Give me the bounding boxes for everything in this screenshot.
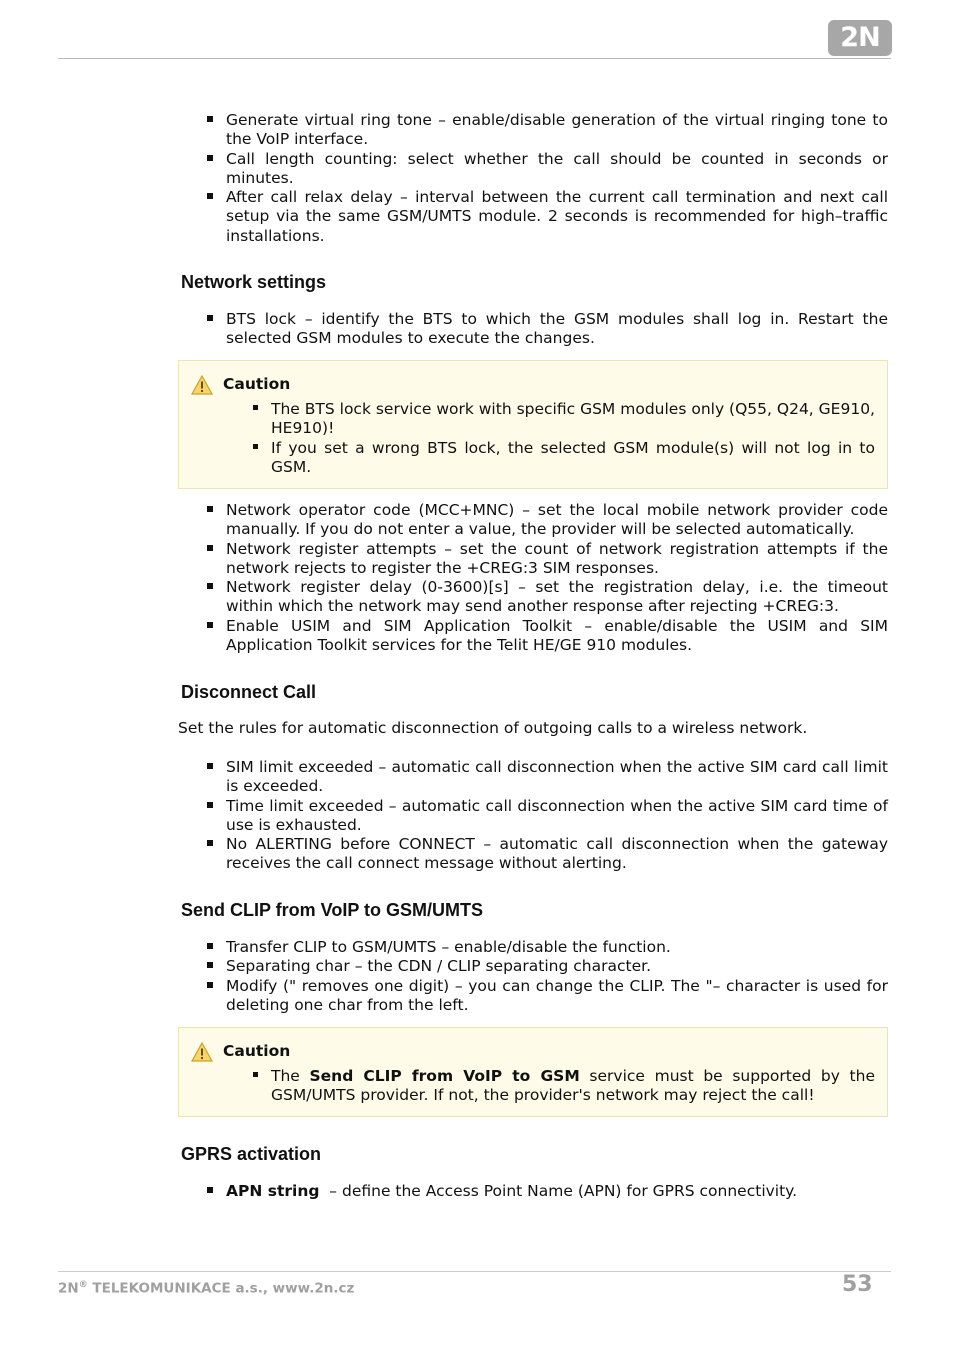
list-item: Network register delay (0-3600)[s] – set the registration delay, i.e. the timeout within which the network may send another response after rejecting +CREG:3.	[226, 578, 888, 616]
page-number: 53	[842, 1272, 873, 1297]
caution-box-bts	[178, 360, 888, 489]
list-item: Separating char – the CDN / CLIP separating character.	[226, 957, 888, 976]
caution-bullet-list	[271, 400, 875, 477]
caution-text-pre: The	[271, 1067, 310, 1085]
list-item: Generate virtual ring tone – enable/disable generation of the virtual ringing tone to the VoIP interface.	[226, 111, 888, 149]
list-item: If you set a wrong BTS lock, the selected GSM module(s) will not log in to GSM.	[271, 438, 875, 476]
disconnect-bullet-list	[226, 758, 888, 874]
list-item: After call relax delay – interval between the current call termination and next call setup via the same GSM/UMTS module. 2 seconds is recommended for high–traffic installations.	[226, 188, 888, 245]
footer-company-rest: TELEKOMUNIKACE a.s., www.2n.cz	[87, 1280, 355, 1297]
caution-bullet-list	[271, 1067, 875, 1106]
disconnect-intro: Set the rules for automatic disconnection of outgoing calls to a wireless network.	[178, 719, 808, 737]
registered-mark: ®	[78, 1280, 88, 1290]
send-clip-heading: Send CLIP from VoIP to GSM/UMTS	[181, 900, 484, 920]
caution-text-post: service must be supported by the GSM/UMTS provider. If not, the provider's network may reject the call!	[271, 1067, 875, 1105]
apn-string-description: – define the Access Point Name (APN) for GPRS connectivity.	[319, 1182, 798, 1200]
footer-company	[58, 1280, 354, 1297]
disconnect-call-heading: Disconnect Call	[181, 682, 317, 702]
caution-title: Caution	[223, 1042, 291, 1060]
list-item: Call length counting: select whether the call should be counted in seconds or minutes.	[226, 149, 888, 187]
footer-divider	[58, 1271, 891, 1272]
list-item: Network register attempts – set the count of network registration attempts if the network rejects to register the +CREG:3 SIM responses.	[226, 539, 888, 577]
list-item: Transfer CLIP to GSM/UMTS – enable/disable the function.	[226, 938, 888, 957]
network-settings-heading: Network settings	[181, 272, 327, 292]
clip-bullet-list	[226, 938, 888, 1015]
network-bullet-list-b	[226, 501, 888, 655]
apn-string-label: APN string	[226, 1182, 320, 1200]
gprs-activation-heading: GPRS activation	[181, 1144, 322, 1164]
caution-box-clip	[178, 1027, 888, 1117]
list-item	[226, 1182, 888, 1201]
list-item: Network operator code (MCC+MNC) – set the local mobile network provider code manually. If you do not enter a value, the provider will be selected automatically.	[226, 501, 888, 539]
intro-bullet-list	[226, 111, 888, 246]
warning-triangle-icon	[191, 375, 213, 395]
network-bullet-list-a	[226, 310, 888, 349]
caution-title: Caution	[223, 375, 291, 393]
gprs-bullet-list	[226, 1182, 888, 1201]
list-item: Enable USIM and SIM Application Toolkit – enable/disable the USIM and SIM Application Toolkit services for the Telit HE/GE 910 modules.	[226, 616, 888, 655]
company-logo: 2N	[828, 20, 892, 56]
list-item: BTS lock – identify the BTS to which the GSM modules shall log in. Restart the selected GSM modules to execute the changes.	[226, 310, 888, 348]
list-item: No ALERTING before CONNECT – automatic call disconnection when the gateway receives the call connect message without alerting.	[226, 835, 888, 873]
list-item: Time limit exceeded – automatic call disconnection when the active SIM card time of use is exhausted.	[226, 796, 888, 834]
list-item: The BTS lock service work with specific GSM modules only (Q55, Q24, GE910, HE910)!	[271, 400, 875, 438]
list-item	[271, 1067, 875, 1106]
list-item: SIM limit exceeded – automatic call disconnection when the active SIM card call limit is exceeded.	[226, 758, 888, 796]
caution-text-bold: Send CLIP from VoIP to GSM	[309, 1067, 580, 1085]
list-item: Modify (" removes one digit) – you can change the CLIP. The "– character is used for deleting one char from the left.	[226, 976, 888, 1014]
warning-triangle-icon	[191, 1042, 213, 1062]
header-divider	[58, 58, 891, 59]
footer-company-prefix: 2N	[58, 1280, 79, 1297]
